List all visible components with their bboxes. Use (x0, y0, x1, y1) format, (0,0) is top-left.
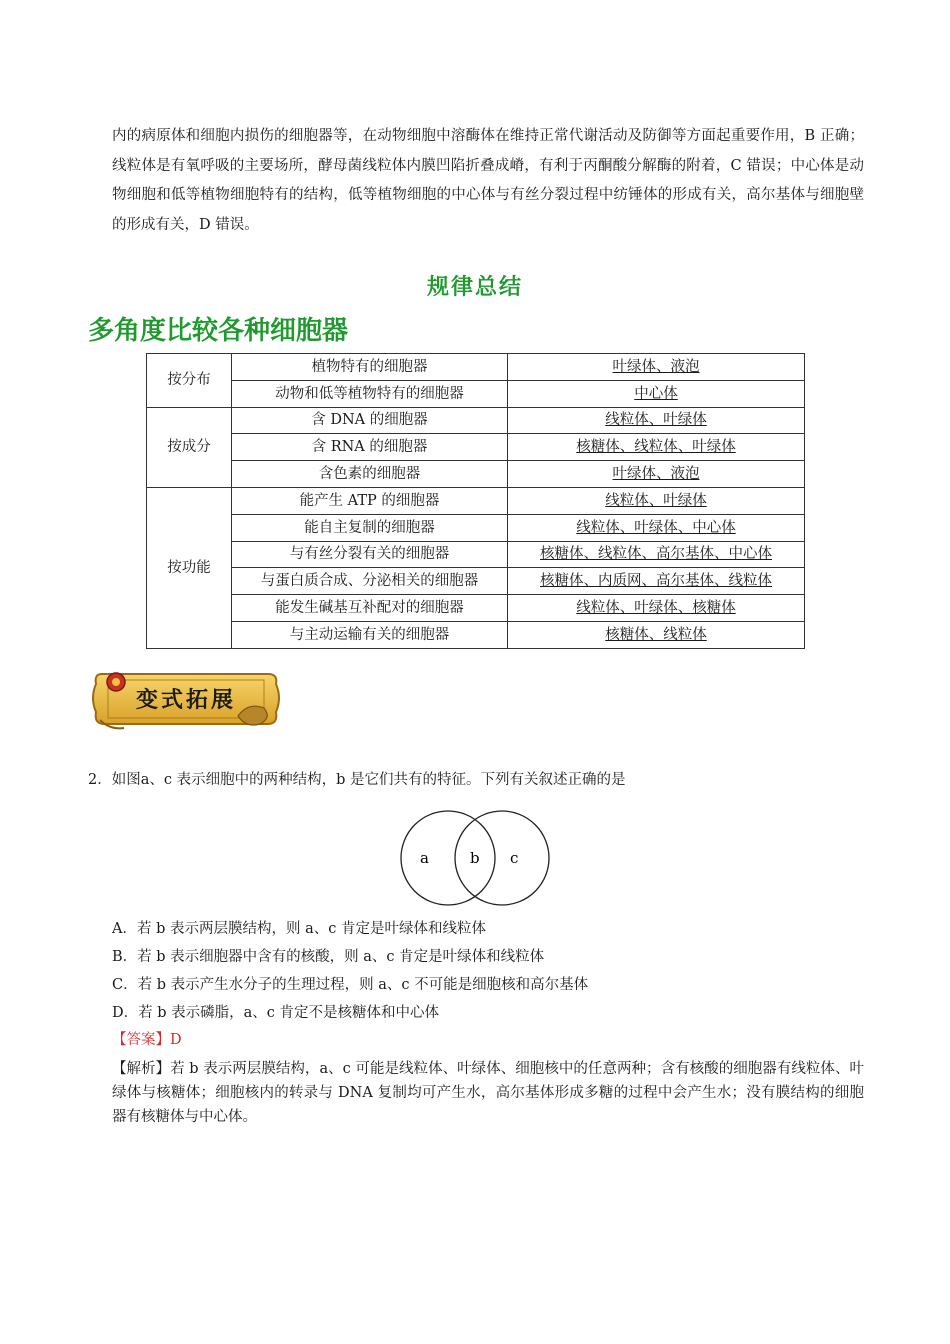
label-b: b (470, 849, 480, 867)
section-title: 多角度比较各种细胞器 (88, 316, 349, 346)
answer-cell: 中心体 (508, 380, 805, 407)
option-c: C．若 b 表示产生水分子的生理过程，则 a、c 不可能是细胞核和高尔基体 (112, 977, 589, 993)
criterion-cell: 与蛋白质合成、分泌相关的细胞器 (232, 568, 508, 595)
variant-extension-banner (88, 658, 284, 738)
answer-cell: 线粒体、叶绿体 (508, 407, 805, 434)
table-row (147, 487, 805, 514)
answer-cell: 线粒体、叶绿体、核糖体 (508, 595, 805, 622)
label-a: a (420, 849, 429, 867)
table-row (147, 568, 805, 595)
criterion-cell: 植物特有的细胞器 (232, 354, 508, 381)
category-cell: 按功能 (147, 487, 232, 648)
answer-label: 【答案】D (112, 1032, 182, 1048)
table-row (147, 354, 805, 381)
criterion-cell: 含 RNA 的细胞器 (232, 434, 508, 461)
table-row (147, 380, 805, 407)
option-a: A．若 b 表示两层膜结构，则 a、c 肯定是叶绿体和线粒体 (112, 921, 486, 937)
criterion-cell: 能自主复制的细胞器 (232, 514, 508, 541)
option-b: B．若 b 表示细胞器中含有的核酸，则 a、c 肯定是叶绿体和线粒体 (112, 949, 545, 965)
criterion-cell: 能发生碱基互补配对的细胞器 (232, 595, 508, 622)
answer-cell: 线粒体、叶绿体、中心体 (508, 514, 805, 541)
criterion-cell: 能产生 ATP 的细胞器 (232, 487, 508, 514)
answer-cell: 核糖体、线粒体 (508, 621, 805, 648)
answer-cell: 线粒体、叶绿体 (508, 487, 805, 514)
table-row (147, 621, 805, 648)
circle-a (401, 811, 495, 905)
label-c: c (510, 849, 519, 867)
answer-cell: 核糖体、线粒体、叶绿体 (508, 434, 805, 461)
criterion-cell: 与主动运输有关的细胞器 (232, 621, 508, 648)
table-row (147, 434, 805, 461)
answer-cell: 叶绿体、液泡 (508, 354, 805, 381)
criterion-cell: 动物和低等植物特有的细胞器 (232, 380, 508, 407)
table-row (147, 461, 805, 488)
category-cell: 按分布 (147, 354, 232, 408)
answer-cell: 核糖体、线粒体、高尔基体、中心体 (508, 541, 805, 568)
organelle-comparison-table (146, 353, 805, 649)
venn-diagram (398, 808, 554, 908)
criterion-cell: 与有丝分裂有关的细胞器 (232, 541, 508, 568)
category-cell: 按成分 (147, 407, 232, 487)
criterion-cell: 含 DNA 的细胞器 (232, 407, 508, 434)
table-row (147, 514, 805, 541)
question-stem: 2．如图a、c 表示细胞中的两种结构，b 是它们共有的特征。下列有关叙述正确的是 (88, 772, 626, 788)
answer-cell: 核糖体、内质网、高尔基体、线粒体 (508, 568, 805, 595)
table-row (147, 407, 805, 434)
criterion-cell: 含色素的细胞器 (232, 461, 508, 488)
explanation-paragraph: 内的病原体和细胞内损伤的细胞器等，在动物细胞中溶酶体在维持正常代谢活动及防御等方面起重要作用，B 正确；线粒体是有氧呼吸的主要场所，酵母菌线粒体内膜凹陷折叠成嵴，有利于丙酮酸分解酶的附着，C 错误；中心体是动物细胞和低等植物细胞特有的结构，低等植物细胞的中心体与有丝分裂过程中纺锤体的形成有关，高尔基体与细胞壁的形成有关，D 错误。 (112, 128, 864, 233)
summary-title: 规律总结 (426, 275, 523, 300)
option-d: D．若 b 表示磷脂，a、c 肯定不是核糖体和中心体 (112, 1005, 439, 1021)
table-row (147, 595, 805, 622)
answer-cell: 叶绿体、液泡 (508, 461, 805, 488)
analysis-paragraph: 【解析】若 b 表示两层膜结构，a、c 可能是线粒体、叶绿体、细胞核中的任意两种；含有核酸的细胞器有线粒体、叶绿体与核糖体；细胞核内的转录与 DNA 复制均可产生水，高尔基体形成多糖的过程中会产生水；没有膜结构的细胞器有核糖体与中心体。 (112, 1061, 864, 1125)
banner-label: 变式拓展 (135, 687, 237, 713)
table-row (147, 541, 805, 568)
